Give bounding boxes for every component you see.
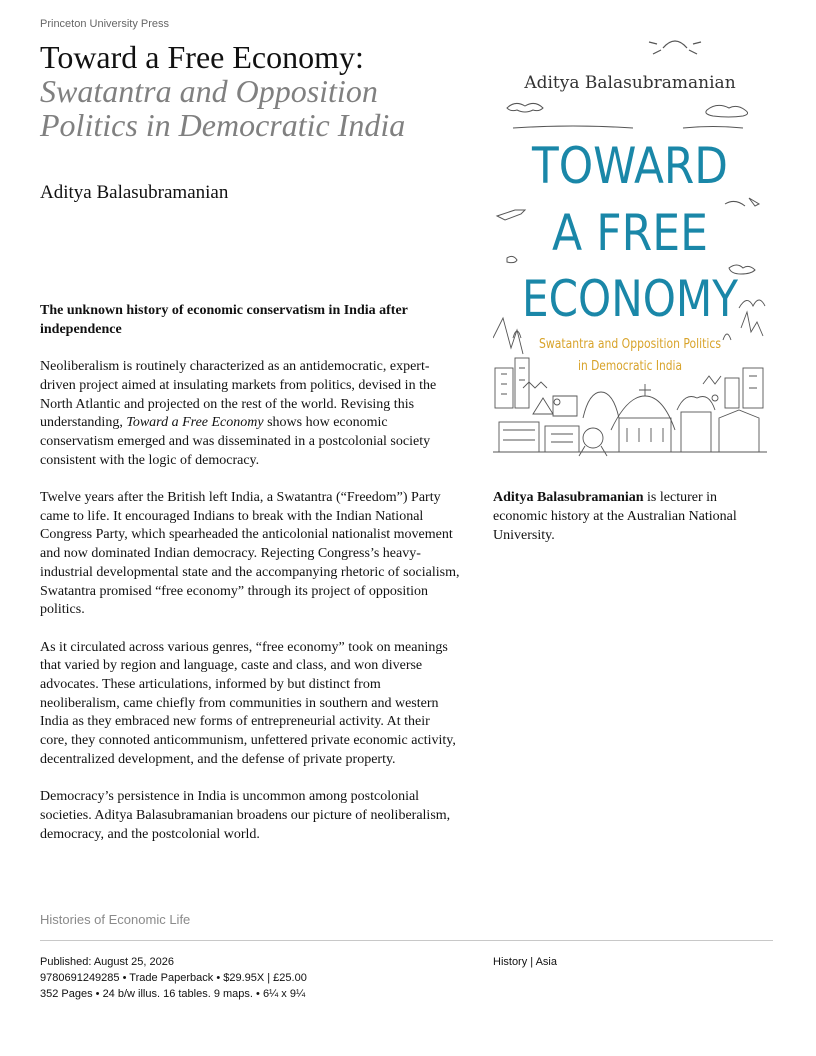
isbn-format-price: 9780691249285 • Trade Paperback • $29.95X | £25.00 (40, 972, 307, 984)
description-paragraph-3: As it circulated across various genres, “free economy” took on meanings that varied by region and language, caste and class, and won diverse advocates. These articulations, informed by but distinct from neoliberalism, came chiefly from communities in southern and western India as they embraced new forms of entrepreneurial activity. At their core, they connoted anticommunism, unfettered private economic activity, decentralized development, and the defense of private property. (40, 639, 456, 767)
paragraph-1-text-start: Neoliberalism is routinely characterized as an antidemocratic, expert-driven project aimed at insulating markets from politics, devised in the North Atlantic and projected on the rest of the world. Revising this understanding, (40, 359, 437, 431)
series-name: Histories of Economic Life (40, 912, 191, 927)
bio-author-name: Aditya Balasubramanian (493, 490, 644, 505)
book-subtitle-line-2: Politics in Democratic India (40, 107, 406, 143)
cover-title-line-1: TOWARD (531, 137, 728, 195)
author-name: Aditya Balasubramanian (40, 182, 229, 203)
tagline: The unknown history of economic conservatism in India after independence (40, 303, 408, 337)
cover-illustration (493, 38, 767, 460)
sun-doodle (649, 38, 701, 54)
title-block (40, 40, 470, 142)
description-paragraph-1 (40, 358, 460, 470)
book-title-italic: Toward a Free Economy (126, 415, 264, 431)
paragraph-1-text-end: shows how economic conservatism emerged and was disseminated in a postcolonial society consistent with the logic of democracy. (40, 415, 431, 468)
description (40, 302, 460, 863)
book-title: Toward a Free Economy: (40, 39, 364, 75)
publication-details (40, 954, 307, 1002)
divider (40, 940, 773, 941)
book-subtitle-line-1: Swatantra and Opposition (40, 73, 378, 109)
book-cover-image (493, 38, 767, 460)
book-specs: 352 Pages • 24 b/w illus. 16 tables. 9 maps. • 6¼ x 9¼ (40, 988, 306, 1000)
cover-subtitle-line-2: in Democratic India (578, 359, 682, 374)
author-bio (493, 488, 763, 545)
description-paragraph-4: Democracy’s persistence in India is uncommon among postcolonial societies. Aditya Balasubramanian broadens our picture of neoliberalism, democracy, and the postcolonial world. (40, 789, 451, 842)
bio-text: is lecturer in economic history at the Australian National University. (493, 490, 737, 543)
published-date: Published: August 25, 2026 (40, 956, 174, 968)
cover-title-line-2: A FREE (552, 204, 708, 262)
cover-title-line-3: ECONOMY (522, 270, 739, 328)
subject-categories: History | Asia (493, 956, 557, 968)
publisher-name: Princeton University Press (40, 18, 169, 30)
description-paragraph-2: Twelve years after the British left India, a Swatantra (“Freedom”) Party came to life. It encouraged Indians to break with the Indian National Congress Party, which spearheaded the anticolonial nationalist movement and now dominated Indian democracy. Rejecting Congress’s heavy-industrial developmental state and the accompanying rhetoric of socialism, Swatantra promised “free economy” through its project of opposition politics. (40, 490, 460, 618)
cover-subtitle-line-1: Swatantra and Opposition Politics (539, 337, 721, 352)
cover-author: Aditya Balasubramanian (524, 73, 736, 93)
